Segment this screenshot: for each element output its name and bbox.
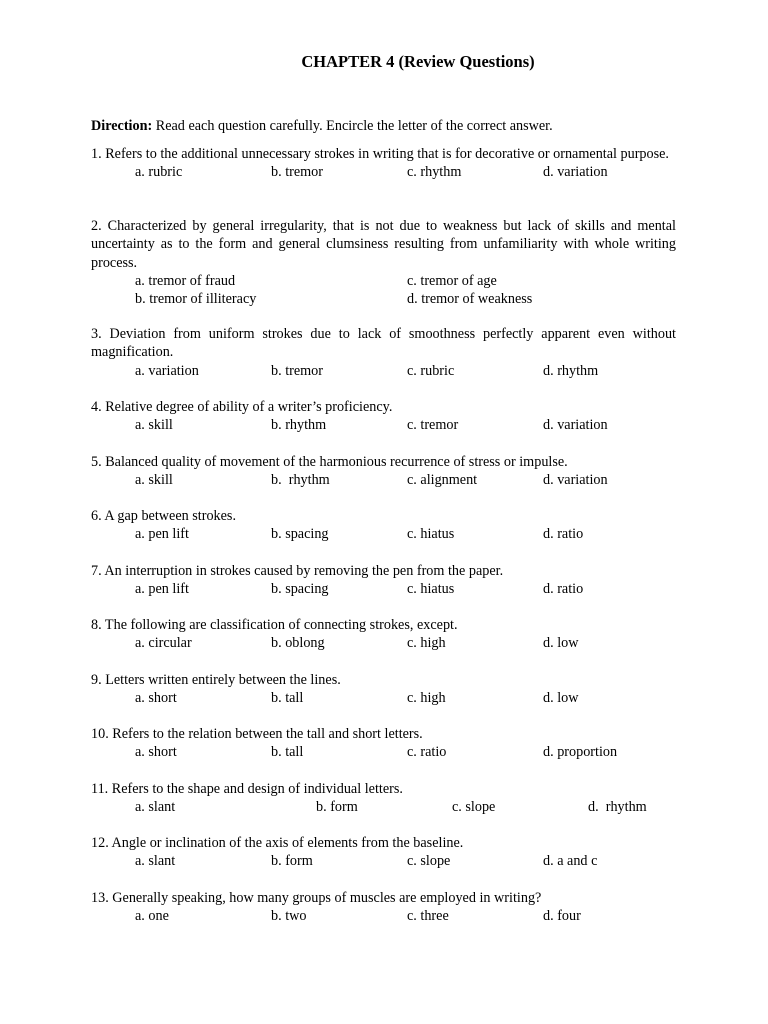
question-stem: 7. An interruption in strokes caused by removing the pen from the paper.: [91, 563, 504, 579]
option-a[interactable]: a. short: [135, 744, 177, 761]
option-d[interactable]: d. variation: [543, 417, 608, 434]
options-row: [91, 525, 676, 543]
option-d[interactable]: d. variation: [543, 472, 608, 489]
option-d[interactable]: d. four: [543, 908, 581, 925]
option-d[interactable]: d. a and c: [543, 853, 598, 870]
options-row: [91, 272, 676, 290]
question-stem: 10. Refers to the relation between the tall and short letters.: [91, 726, 423, 742]
question-10: [91, 725, 676, 761]
options-row: [91, 743, 676, 761]
question-stem: 2. Characterized by general irregularity, that is not due to weakness but lack of skills and mental uncertainty as to the form and general clumsiness resulting from unfamiliarity with whole writing process.: [91, 218, 676, 271]
option-c[interactable]: c. rhythm: [407, 164, 462, 181]
option-b[interactable]: b. two: [271, 908, 307, 925]
option-b[interactable]: b. form: [271, 853, 313, 870]
options-row: [91, 798, 676, 816]
option-c[interactable]: c. tremor of age: [407, 272, 497, 289]
question-5: [91, 453, 676, 489]
question-stem: 12. Angle or inclination of the axis of elements from the baseline.: [91, 835, 464, 851]
question-stem: 4. Relative degree of ability of a writer’s proficiency.: [91, 399, 393, 415]
option-d[interactable]: d. rhythm: [543, 362, 599, 379]
question-stem: 9. Letters written entirely between the lines.: [91, 672, 341, 688]
option-b[interactable]: b. spacing: [271, 581, 329, 598]
option-d[interactable]: d. proportion: [543, 744, 618, 761]
option-c[interactable]: c. three: [407, 908, 449, 925]
question-stem: 3. Deviation from uniform strokes due to lack of smoothness perfectly apparent even without magnification.: [91, 326, 676, 361]
option-a[interactable]: a. variation: [135, 362, 199, 379]
option-d[interactable]: d. low: [543, 635, 579, 652]
question-stem: 6. A gap between strokes.: [91, 508, 236, 524]
option-b[interactable]: b. oblong: [271, 635, 325, 652]
option-a[interactable]: a. rubric: [135, 164, 183, 181]
question-stem: 5. Balanced quality of movement of the harmonious recurrence of stress or impulse.: [91, 454, 568, 470]
option-b[interactable]: b. spacing: [271, 526, 329, 543]
option-c[interactable]: c. rubric: [407, 362, 455, 379]
option-a[interactable]: a. tremor of fraud: [135, 272, 236, 289]
option-d[interactable]: d. low: [543, 690, 579, 707]
option-b[interactable]: b. tremor: [271, 164, 324, 181]
question-stem: 1. Refers to the additional unnecessary strokes in writing that is for decorative or ornamental purpose.: [91, 146, 669, 162]
option-a[interactable]: a. circular: [135, 635, 192, 652]
option-c[interactable]: c. alignment: [407, 472, 478, 489]
question-8: [91, 616, 676, 652]
option-b[interactable]: b. tall: [271, 690, 304, 707]
option-a[interactable]: a. pen lift: [135, 526, 189, 543]
option-d[interactable]: d. ratio: [543, 526, 584, 543]
options-row: [91, 362, 676, 380]
option-c[interactable]: c. slope: [452, 799, 496, 816]
option-b[interactable]: b. rhythm: [271, 472, 330, 489]
option-d[interactable]: d. variation: [543, 164, 608, 181]
option-a[interactable]: a. skill: [135, 472, 173, 489]
option-c[interactable]: c. hiatus: [407, 581, 455, 598]
option-c[interactable]: c. ratio: [407, 744, 447, 761]
question-stem: 8. The following are classification of connecting strokes, except.: [91, 617, 458, 633]
option-d[interactable]: d. ratio: [543, 581, 584, 598]
option-a[interactable]: a. short: [135, 690, 177, 707]
question-2: [91, 217, 676, 308]
question-stem: 11. Refers to the shape and design of individual letters.: [91, 781, 403, 797]
option-a[interactable]: a. pen lift: [135, 581, 189, 598]
question-12: [91, 834, 676, 870]
option-b[interactable]: b. tremor of illiteracy: [135, 290, 257, 307]
direction-label: Direction:: [91, 118, 153, 134]
option-b[interactable]: b. tall: [271, 744, 304, 761]
question-stem: 13. Generally speaking, how many groups of muscles are employed in writing?: [91, 890, 542, 906]
options-row: [91, 580, 676, 598]
option-a[interactable]: a. one: [135, 908, 169, 925]
options-row: [91, 689, 676, 707]
options-row: [91, 416, 676, 434]
options-row: [91, 290, 676, 308]
options-row: [91, 471, 676, 489]
options-row: [91, 634, 676, 652]
option-d[interactable]: d. tremor of weakness: [407, 290, 533, 307]
options-row: [91, 907, 676, 925]
option-c[interactable]: c. high: [407, 690, 446, 707]
option-a[interactable]: a. slant: [135, 853, 176, 870]
option-b[interactable]: b. form: [316, 799, 358, 816]
direction-line: [91, 117, 681, 135]
option-a[interactable]: a. skill: [135, 417, 173, 434]
question-7: [91, 562, 676, 598]
question-1: [91, 145, 676, 181]
option-d[interactable]: d. rhythm: [588, 799, 647, 816]
option-c[interactable]: c. hiatus: [407, 526, 455, 543]
direction-text: Read each question carefully. Encircle the letter of the correct answer.: [152, 118, 553, 134]
option-b[interactable]: b. tremor: [271, 362, 324, 379]
question-6: [91, 507, 676, 543]
option-b[interactable]: b. rhythm: [271, 417, 327, 434]
options-row: [91, 852, 676, 870]
option-a[interactable]: a. slant: [135, 799, 176, 816]
option-c[interactable]: c. tremor: [407, 417, 459, 434]
question-3: [91, 325, 676, 380]
page-title: CHAPTER 4 (Review Questions): [301, 52, 535, 71]
options-row: [91, 163, 676, 181]
question-11: [91, 780, 676, 816]
question-9: [91, 671, 676, 707]
option-c[interactable]: c. slope: [407, 853, 451, 870]
question-13: [91, 889, 676, 925]
option-c[interactable]: c. high: [407, 635, 446, 652]
question-4: [91, 398, 676, 434]
